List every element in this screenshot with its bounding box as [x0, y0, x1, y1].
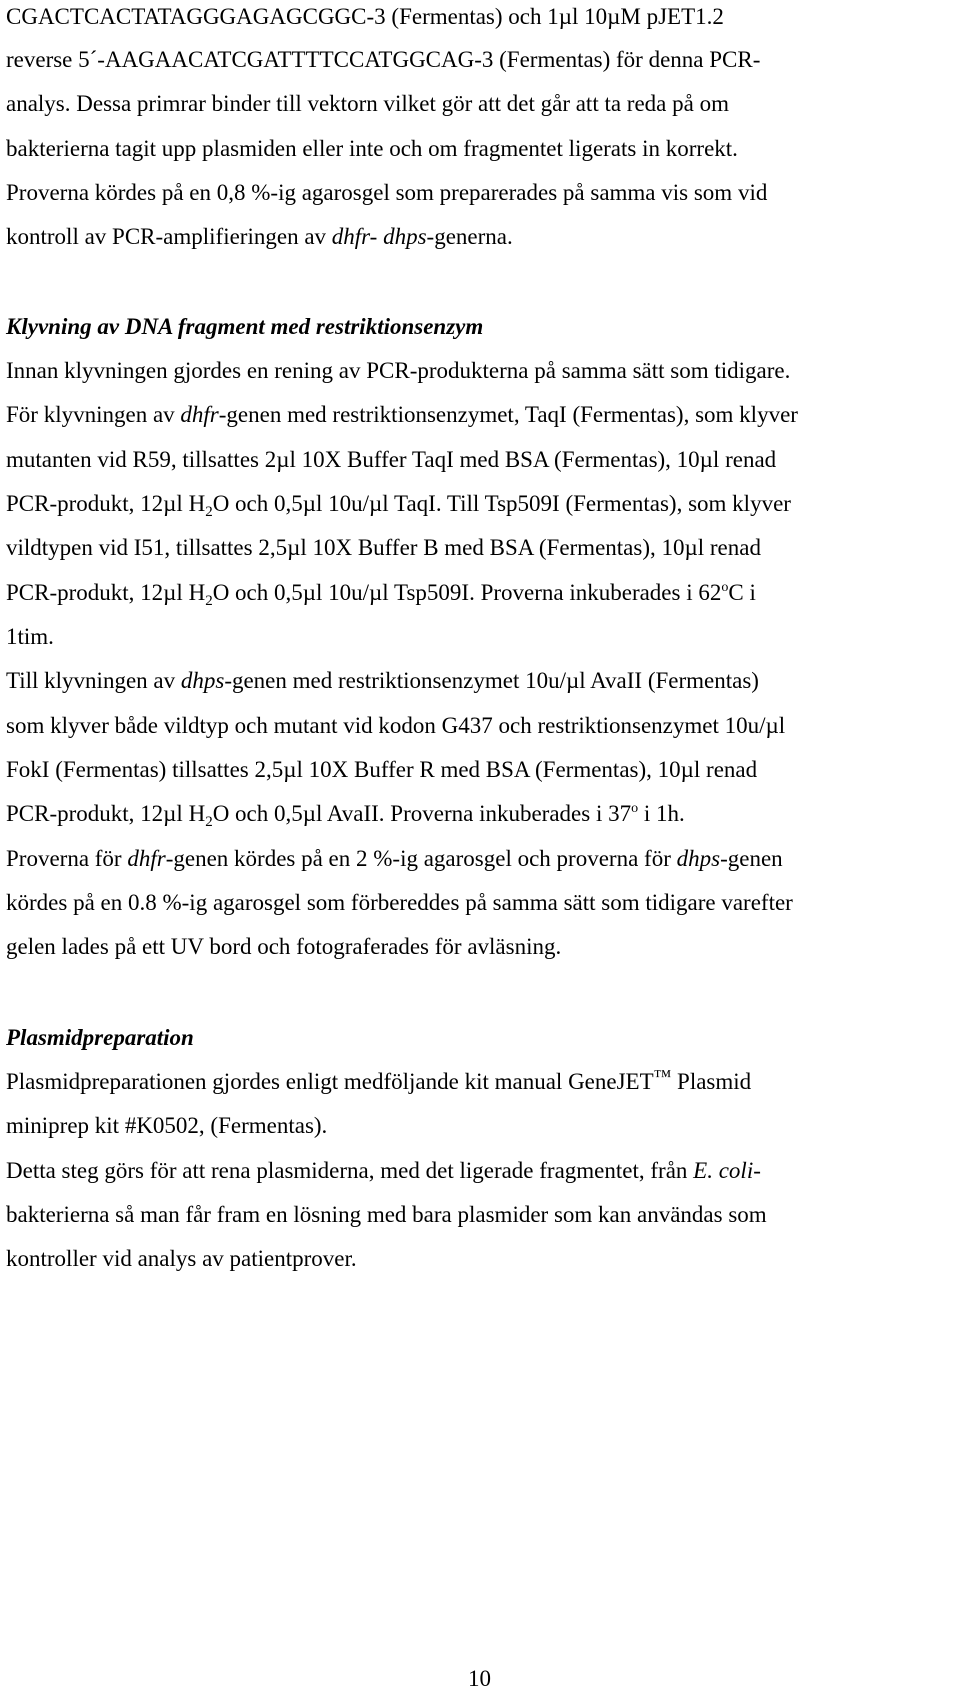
klyvning-p3-line-3: FokI (Fermentas) tillsattes 2,5µl 10X Buffer R med BSA (Fermentas), 10µl renad	[6, 757, 758, 782]
klyvning-p2-line-3	[6, 491, 791, 520]
gene-name: dhfr	[127, 846, 166, 871]
superscript: o	[631, 801, 639, 816]
klyvning-p2-line-4: vildtypen vid I51, tillsattes 2,5µl 10X Buffer B med BSA (Fermentas), 10µl renad	[6, 535, 761, 560]
gene-name: dhps	[676, 846, 721, 871]
text-span: För klyvningen av	[6, 402, 181, 427]
intro-line-5: Proverna kördes på en 0,8 %-ig agarosgel som preparerades på samma vis som vid	[6, 180, 768, 205]
gene-name: dhps	[180, 668, 225, 693]
intro-line-3: analys. Dessa primrar binder till vektorn vilket gör att det går att ta reda på om	[6, 91, 729, 116]
intro-line-2: reverse 5´-AAGAACATCGATTTTCCATGGCAG-3 (Fermentas) för denna PCR-	[6, 47, 761, 72]
text-span: O och 0,5µl 10u/µl TaqI. Till Tsp509I (Fermentas), som klyver	[212, 491, 791, 516]
intro-line-6	[6, 224, 513, 250]
plasmid-p1-line-2: miniprep kit #K0502, (Fermentas).	[6, 1113, 328, 1138]
plasmid-p2-line-3: kontroller vid analys av patientprover.	[6, 1246, 357, 1271]
text-span: -genen	[720, 846, 783, 871]
intro-line-4: bakterierna tagit upp plasmiden eller inte och om fragmentet ligerats in korrekt.	[6, 136, 738, 161]
klyvning-p4-line-2: kördes på en 0.8 %-ig agarosgel som förbereddes på samma sätt som tidigare varefter	[6, 890, 793, 915]
klyvning-p3-line-1	[6, 668, 759, 694]
text-span: -genen med restriktionsenzymet, TaqI (Fermentas), som klyver	[218, 402, 798, 427]
subscript: 2	[205, 593, 213, 609]
text-span: O och 0,5µl 10u/µl Tsp509I. Proverna inkuberades i 62	[212, 580, 722, 605]
intro-line-6-gene-names: dhfr- dhps	[331, 224, 427, 249]
trademark-symbol: ™	[653, 1066, 672, 1086]
text-span: i 1h.	[638, 801, 685, 826]
text-span: PCR-produkt, 12µl H	[6, 801, 206, 826]
plasmid-p1-line-1	[6, 1066, 752, 1096]
text-span: Plasmidpreparationen gjordes enligt medföljande kit manual GeneJET	[6, 1069, 654, 1094]
klyvning-p4-line-3: gelen lades på ett UV bord och fotograferades för avläsning.	[6, 934, 562, 959]
subscript: 2	[205, 814, 213, 830]
klyvning-p2-line-2: mutanten vid R59, tillsattes 2µl 10X Buffer TaqI med BSA (Fermentas), 10µl renad	[6, 447, 777, 472]
text-span: Plasmid	[671, 1069, 752, 1094]
superscript: o	[721, 580, 729, 595]
subscript: 2	[205, 504, 213, 520]
text-span: PCR-produkt, 12µl H	[6, 580, 206, 605]
text-span: PCR-produkt, 12µl H	[6, 491, 206, 516]
text-span: Detta steg görs för att rena plasmiderna, med det ligerade fragmentet, från	[6, 1158, 694, 1183]
text-span: Till klyvningen av	[6, 668, 181, 693]
section-heading-plasmidpreparation: Plasmidpreparation	[6, 1025, 194, 1050]
intro-line-1: CGACTCACTATAGGGAGAGCGGC-3 (Fermentas) och 1µl 10µM pJET1.2	[6, 4, 724, 29]
klyvning-p2-line-6: 1tim.	[6, 624, 54, 649]
gene-name: dhfr	[180, 402, 219, 427]
text-span: O och 0,5µl AvaII. Proverna inkuberades i 37	[212, 801, 632, 826]
section-heading-klyvning: Klyvning av DNA fragment med restriktionsenzym	[6, 314, 484, 339]
text-span: C i	[728, 580, 756, 605]
klyvning-p3-line-4	[6, 801, 685, 831]
text-span: -	[753, 1158, 761, 1183]
plasmid-p2-line-1	[6, 1158, 761, 1184]
page-number: 10	[468, 1666, 491, 1691]
plasmid-p2-line-2: bakterierna så man får fram en lösning med bara plasmider som kan användas som	[6, 1202, 767, 1227]
text-span: -genen med restriktionsenzymet 10u/µl AvaII (Fermentas)	[224, 668, 759, 693]
text-span: -genen kördes på en 2 %-ig agarosgel och proverna för	[165, 846, 677, 871]
klyvning-p3-line-2: som klyver både vildtyp och mutant vid kodon G437 och restriktionsenzymet 10u/µl	[6, 713, 786, 738]
text-span: Proverna för	[6, 846, 128, 871]
klyvning-p1-line-1: Innan klyvningen gjordes en rening av PCR-produkterna på samma sätt som tidigare.	[6, 358, 791, 383]
klyvning-p4-line-1	[6, 846, 783, 872]
species-name: E. coli	[693, 1158, 754, 1183]
klyvning-p2-line-1	[6, 402, 798, 428]
intro-line-6-end: -generna.	[426, 224, 513, 249]
klyvning-p2-line-5	[6, 580, 756, 610]
intro-line-6-text: kontroll av PCR-amplifieringen av	[6, 224, 332, 249]
